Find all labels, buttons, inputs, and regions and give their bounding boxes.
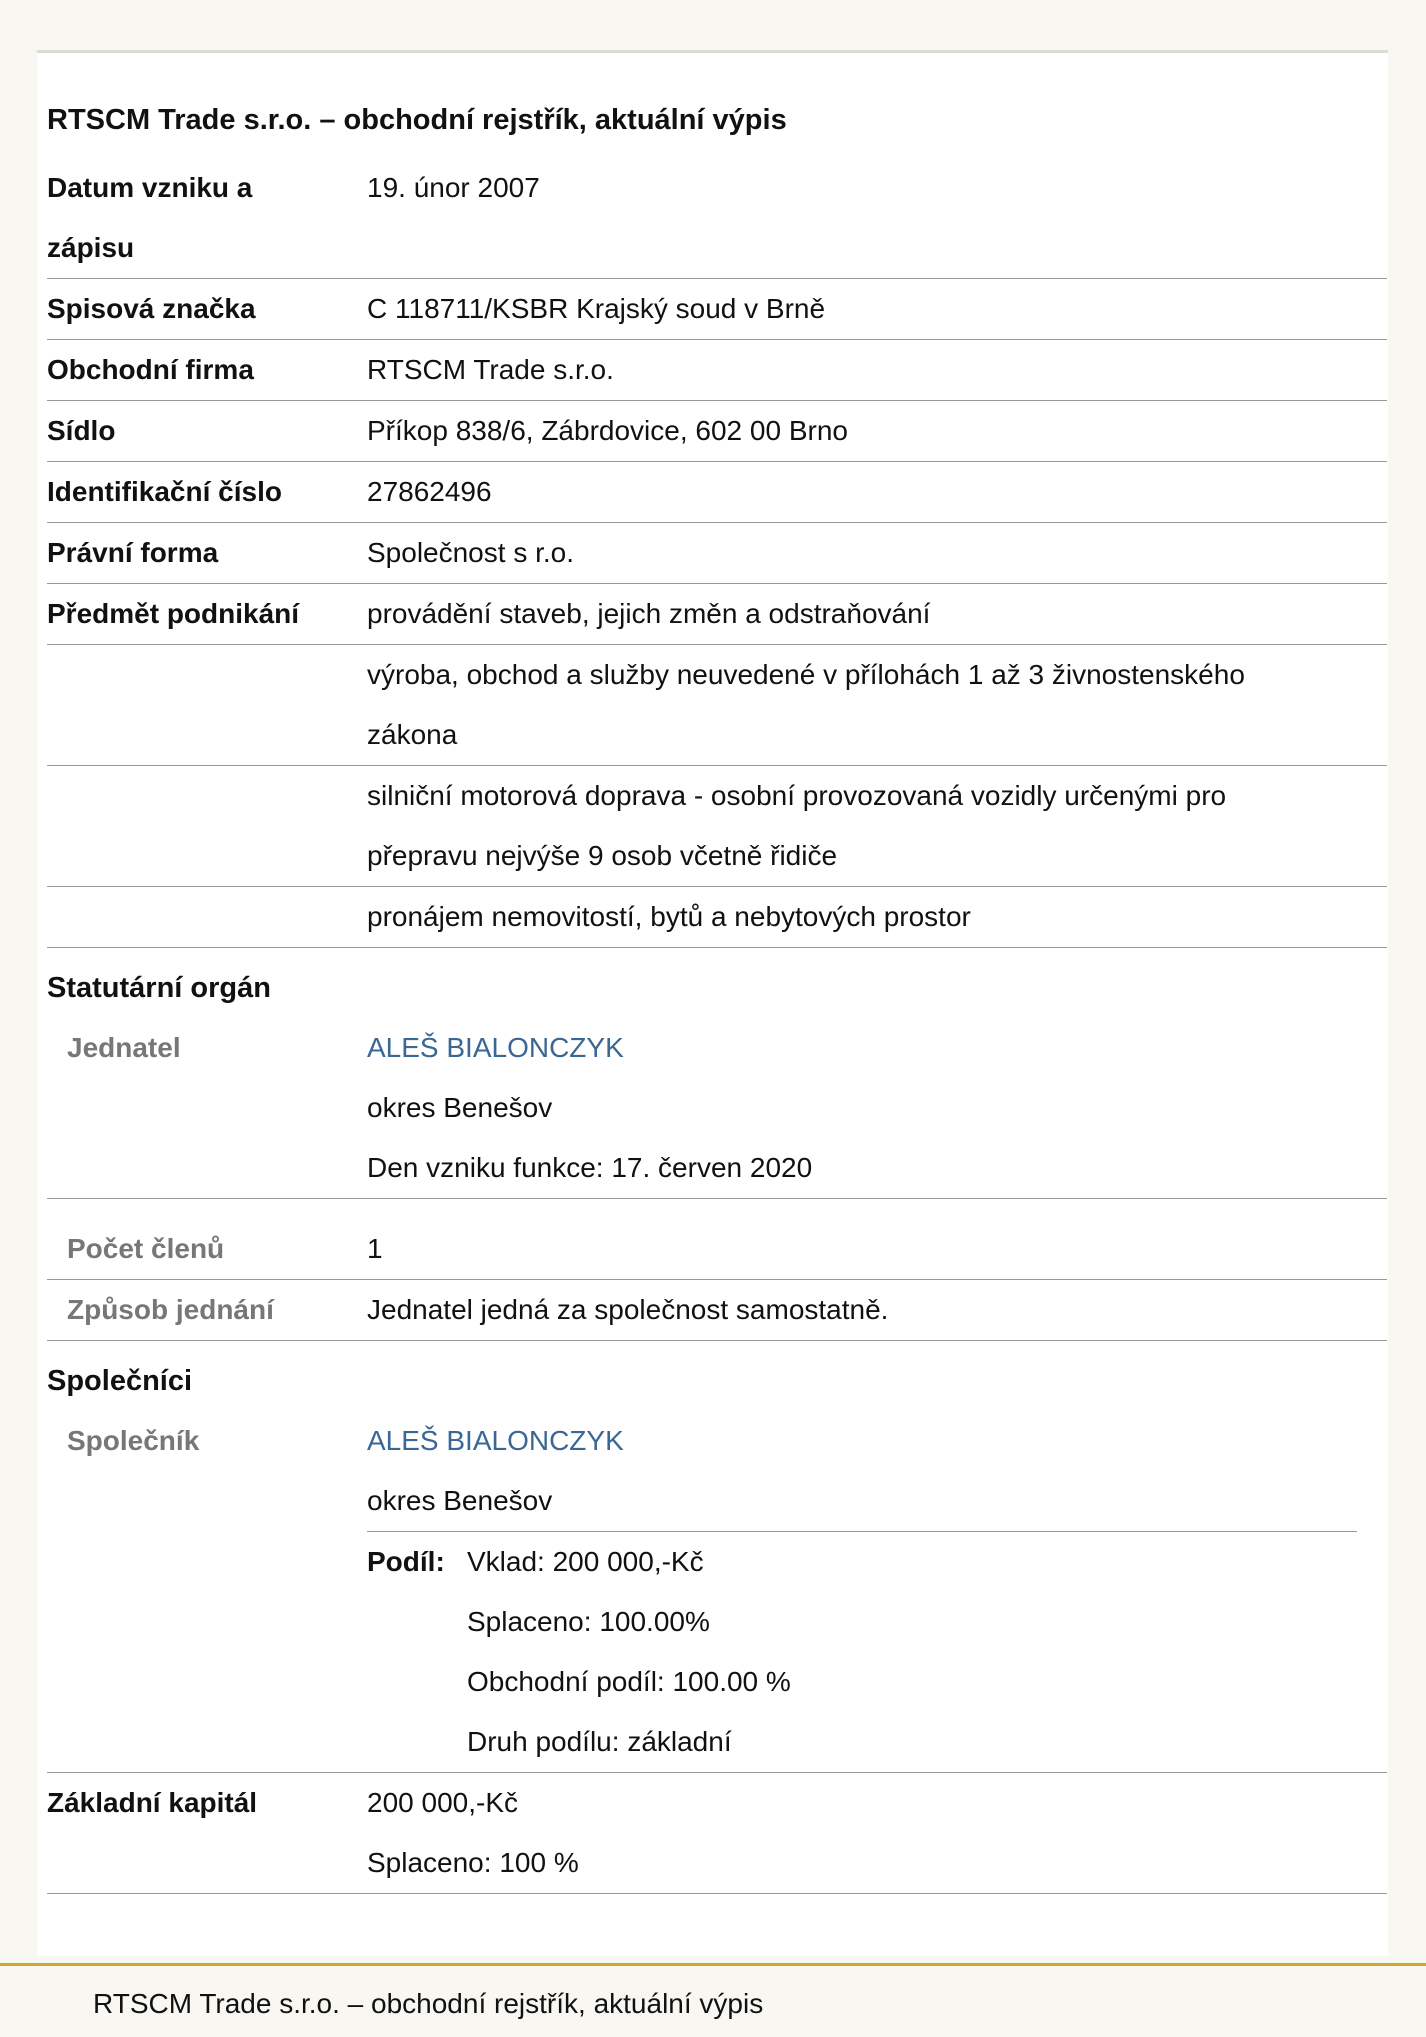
row-value: 19. únor 2007 xyxy=(367,172,540,203)
row-label: Datum vzniku a zápisu xyxy=(47,172,253,263)
row-value: C 118711/KSBR Krajský soud v Brně xyxy=(367,293,826,324)
row-spolecnik xyxy=(47,1411,1387,1773)
row-label: Společník xyxy=(67,1424,200,1456)
person-district: okres Benešov xyxy=(367,1484,553,1516)
person-link[interactable]: ALEŠ BIALONCZYK xyxy=(367,1424,624,1456)
row-value xyxy=(367,1018,1387,1198)
row-label: Sídlo xyxy=(47,415,116,446)
row-predmet-item xyxy=(47,766,1387,887)
row-label: Způsob jednání xyxy=(67,1293,274,1325)
row-value xyxy=(367,1411,1387,1772)
row-value: 1 xyxy=(367,1232,383,1264)
section-heading-statutarni: Statutární orgán xyxy=(47,972,271,1004)
capital-paid: Splaceno: 100 % xyxy=(367,1846,579,1878)
row-identifikacni-cislo xyxy=(47,462,1387,523)
row-value: 27862496 xyxy=(367,476,492,507)
person-district: okres Benešov xyxy=(367,1092,553,1123)
row-pravni-forma xyxy=(47,523,1387,584)
row-value: provádění staveb, jejich změn a odstraňování xyxy=(367,598,931,629)
share-label: Podíl: xyxy=(367,1545,445,1577)
row-sidlo xyxy=(47,401,1387,462)
section-heading-spolecnici: Společníci xyxy=(47,1364,193,1397)
share-type: Druh podílu: základní xyxy=(467,1725,732,1757)
row-value xyxy=(367,1773,1387,1893)
row-value: pronájem nemovitostí, bytů a nebytových prostor xyxy=(367,901,971,932)
page-title: RTSCM Trade s.r.o. – obchodní rejstřík, aktuální výpis xyxy=(47,104,787,136)
function-start: Den vzniku funkce: 17. červen 2020 xyxy=(367,1152,813,1183)
row-zakladni-kapital xyxy=(47,1773,1387,1894)
row-value: RTSCM Trade s.r.o. xyxy=(367,354,614,385)
row-jednatel xyxy=(47,1018,1387,1199)
row-value: Společnost s r.o. xyxy=(367,537,575,568)
share-deposit: Vklad: 200 000,-Kč xyxy=(467,1545,704,1577)
row-predmet-item xyxy=(47,887,1387,948)
row-label: Spisová značka xyxy=(47,293,256,324)
row-datum-vzniku xyxy=(47,158,1387,279)
share-percentage: Obchodní podíl: 100.00 % xyxy=(467,1665,791,1697)
row-label: Počet členů xyxy=(67,1232,225,1264)
row-pocet-clenu xyxy=(47,1198,1387,1280)
row-label: Identifikační číslo xyxy=(47,476,282,507)
person-link[interactable]: ALEŠ BIALONCZYK xyxy=(367,1032,624,1063)
row-value: výroba, obchod a služby neuvedené v přílohách 1 až 3 živnostenského zákona xyxy=(367,659,1245,750)
share-paid: Splaceno: 100.00% xyxy=(467,1605,710,1637)
row-spisova-znacka xyxy=(47,279,1387,340)
row-label: Obchodní firma xyxy=(47,354,254,385)
row-predmet-podnikani xyxy=(47,584,1387,645)
extract-content xyxy=(47,53,1387,1894)
share-block xyxy=(367,1531,1357,1772)
row-label: Jednatel xyxy=(67,1032,181,1063)
row-predmet-item xyxy=(47,645,1387,766)
capital-amount: 200 000,-Kč xyxy=(367,1786,518,1818)
row-label: Právní forma xyxy=(47,537,219,568)
extract-card xyxy=(37,50,1388,1956)
footer xyxy=(0,1963,1426,2037)
row-value: silniční motorová doprava - osobní provozovaná vozidly určenými pro přepravu nejvýše 9 osob včetně řidiče xyxy=(367,780,1227,871)
row-zpusob-jednani xyxy=(47,1280,1387,1341)
row-value: Jednatel jedná za společnost samostatně. xyxy=(367,1293,889,1325)
footer-text: RTSCM Trade s.r.o. – obchodní rejstřík, aktuální výpis xyxy=(93,1988,764,2019)
row-label: Základní kapitál xyxy=(47,1786,258,1818)
row-value: Příkop 838/6, Zábrdovice, 602 00 Brno xyxy=(367,415,848,446)
row-obchodni-firma xyxy=(47,340,1387,401)
row-label: Předmět podnikání xyxy=(47,598,300,629)
